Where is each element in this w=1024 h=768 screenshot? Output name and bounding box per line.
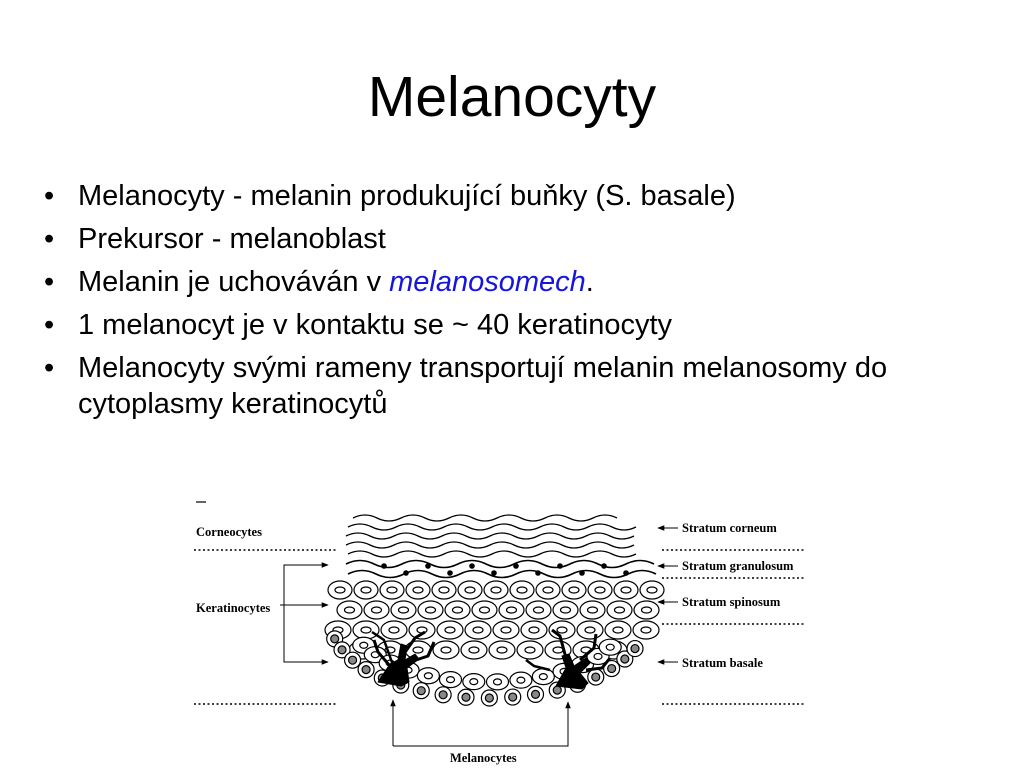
bullet-dot-icon: • xyxy=(44,352,55,384)
granule-dot xyxy=(425,563,431,569)
label-keratinocytes: Keratinocytes xyxy=(196,601,271,615)
cell-nucleus xyxy=(345,607,355,613)
granule-dot xyxy=(447,570,453,576)
cell-nucleus xyxy=(595,587,605,593)
basal-nucleus xyxy=(349,656,357,664)
bullet-item xyxy=(44,264,1004,300)
basal-nucleus xyxy=(592,673,600,681)
cell-nucleus xyxy=(557,627,567,633)
basal-nucleus xyxy=(539,674,547,680)
basal-nucleus xyxy=(594,653,602,659)
bullet-text-pre: Melanin je uchováván v xyxy=(78,266,390,298)
cell-nucleus xyxy=(534,607,544,613)
granule-dot xyxy=(403,570,409,576)
cell-nucleus xyxy=(553,647,563,653)
bullet-item xyxy=(44,307,1004,343)
cell-nucleus xyxy=(529,627,539,633)
stratum-granulosum-layers xyxy=(346,561,656,578)
stratum-corneum-layers xyxy=(346,515,636,557)
bullet-text: Melanocyty - melanin produkující buňky (S. basale) xyxy=(78,180,736,212)
cell-nucleus xyxy=(642,607,652,613)
basal-nucleus xyxy=(424,673,432,679)
basal-nucleus xyxy=(439,691,447,699)
basal-nucleus xyxy=(470,679,478,685)
cell-nucleus xyxy=(497,647,507,653)
bullet-item xyxy=(44,178,1004,214)
cell-nucleus xyxy=(469,647,479,653)
bullet-text: Melanocyty svými rameny transportují melanin melanosomy do cytoplasmy keratinocytů xyxy=(78,352,888,420)
cell-nucleus xyxy=(439,587,449,593)
cell-nucleus xyxy=(426,607,436,613)
cell-nucleus xyxy=(387,587,397,593)
basal-nucleus xyxy=(331,635,339,643)
granule-dot xyxy=(579,570,585,576)
cell-nucleus xyxy=(543,587,553,593)
cell-nucleus xyxy=(525,647,535,653)
basal-nucleus xyxy=(606,644,614,650)
cell-nucleus xyxy=(480,607,490,613)
granule-dot xyxy=(469,563,475,569)
bullet-list xyxy=(44,178,1004,429)
granule-dot xyxy=(601,563,607,569)
cell-nucleus xyxy=(335,587,345,593)
melanocytes-pointer xyxy=(393,700,568,746)
cell-nucleus xyxy=(615,607,625,613)
keratinocytes-bracket xyxy=(280,565,328,662)
basal-nucleus xyxy=(621,655,629,663)
cell-nucleus xyxy=(501,627,511,633)
basal-nucleus xyxy=(553,686,561,694)
cell-nucleus xyxy=(465,587,475,593)
cell-nucleus xyxy=(399,607,409,613)
cell-nucleus xyxy=(585,627,595,633)
label-melanocytes: Melanocytes xyxy=(450,751,517,765)
bullet-text: Prekursor - melanoblast xyxy=(78,223,386,255)
cell-nucleus xyxy=(453,607,463,613)
cell-nucleus xyxy=(372,607,382,613)
cell-nucleus xyxy=(561,607,571,613)
cell-nucleus xyxy=(588,607,598,613)
basal-nucleus xyxy=(631,645,639,653)
cell-nucleus xyxy=(647,587,657,593)
cell-nucleus xyxy=(507,607,517,613)
label-stratum-spinosum: Stratum spinosum xyxy=(682,595,781,609)
granule-dot xyxy=(381,563,387,569)
basal-nucleus xyxy=(517,677,525,683)
basal-nucleus xyxy=(360,642,368,648)
basal-nucleus xyxy=(509,693,517,701)
bullet-text: 1 melanocyt je v kontaktu se ~ 40 keratinocyty xyxy=(78,309,673,341)
cell-nucleus xyxy=(473,627,483,633)
cell-nucleus xyxy=(361,627,371,633)
label-corneocytes: Corneocytes xyxy=(196,525,262,539)
basal-nucleus xyxy=(362,666,370,674)
basal-nucleus xyxy=(417,687,425,695)
bullet-item xyxy=(44,221,1004,257)
bullet-text-emphasis: melanosomech xyxy=(389,266,586,298)
cell-nucleus xyxy=(517,587,527,593)
granule-dot xyxy=(623,570,629,576)
cell-nucleus xyxy=(413,587,423,593)
cell-nucleus xyxy=(441,647,451,653)
basal-nucleus xyxy=(493,679,501,685)
bullet-text-post: . xyxy=(585,266,594,298)
basal-nucleus xyxy=(608,665,616,673)
bullet-dot-icon: • xyxy=(44,223,55,255)
cell-nucleus xyxy=(569,587,579,593)
bullet-dot-icon: • xyxy=(44,309,55,341)
basal-nucleus xyxy=(462,693,470,701)
granule-dots xyxy=(381,563,629,576)
label-stratum-granulosum: Stratum granulosum xyxy=(682,559,794,573)
granule-dot xyxy=(513,563,519,569)
bullet-dot-icon: • xyxy=(44,266,55,298)
granule-dot xyxy=(557,563,563,569)
cell-nucleus xyxy=(491,587,501,593)
label-stratum-basale: Stratum basale xyxy=(682,656,763,670)
basal-nucleus xyxy=(338,646,346,654)
cell-nucleus xyxy=(389,627,399,633)
cell-nucleus xyxy=(361,587,371,593)
cell-nucleus xyxy=(613,627,623,633)
granule-dot xyxy=(535,570,541,576)
cell-nucleus xyxy=(445,627,455,633)
epidermis-diagram xyxy=(188,490,828,768)
bullet-item xyxy=(44,350,1004,422)
label-stratum-corneum: Stratum corneum xyxy=(682,521,777,535)
basal-nucleus xyxy=(532,690,540,698)
basal-nucleus xyxy=(485,694,493,702)
right-labels xyxy=(658,521,806,704)
granule-dot xyxy=(491,570,497,576)
slide-title: Melanocyty xyxy=(367,65,657,129)
cell-nucleus xyxy=(413,647,423,653)
basal-nucleus xyxy=(447,677,455,683)
bullet-dot-icon: • xyxy=(44,180,55,212)
cell-nucleus xyxy=(641,627,651,633)
cell-nucleus xyxy=(621,587,631,593)
